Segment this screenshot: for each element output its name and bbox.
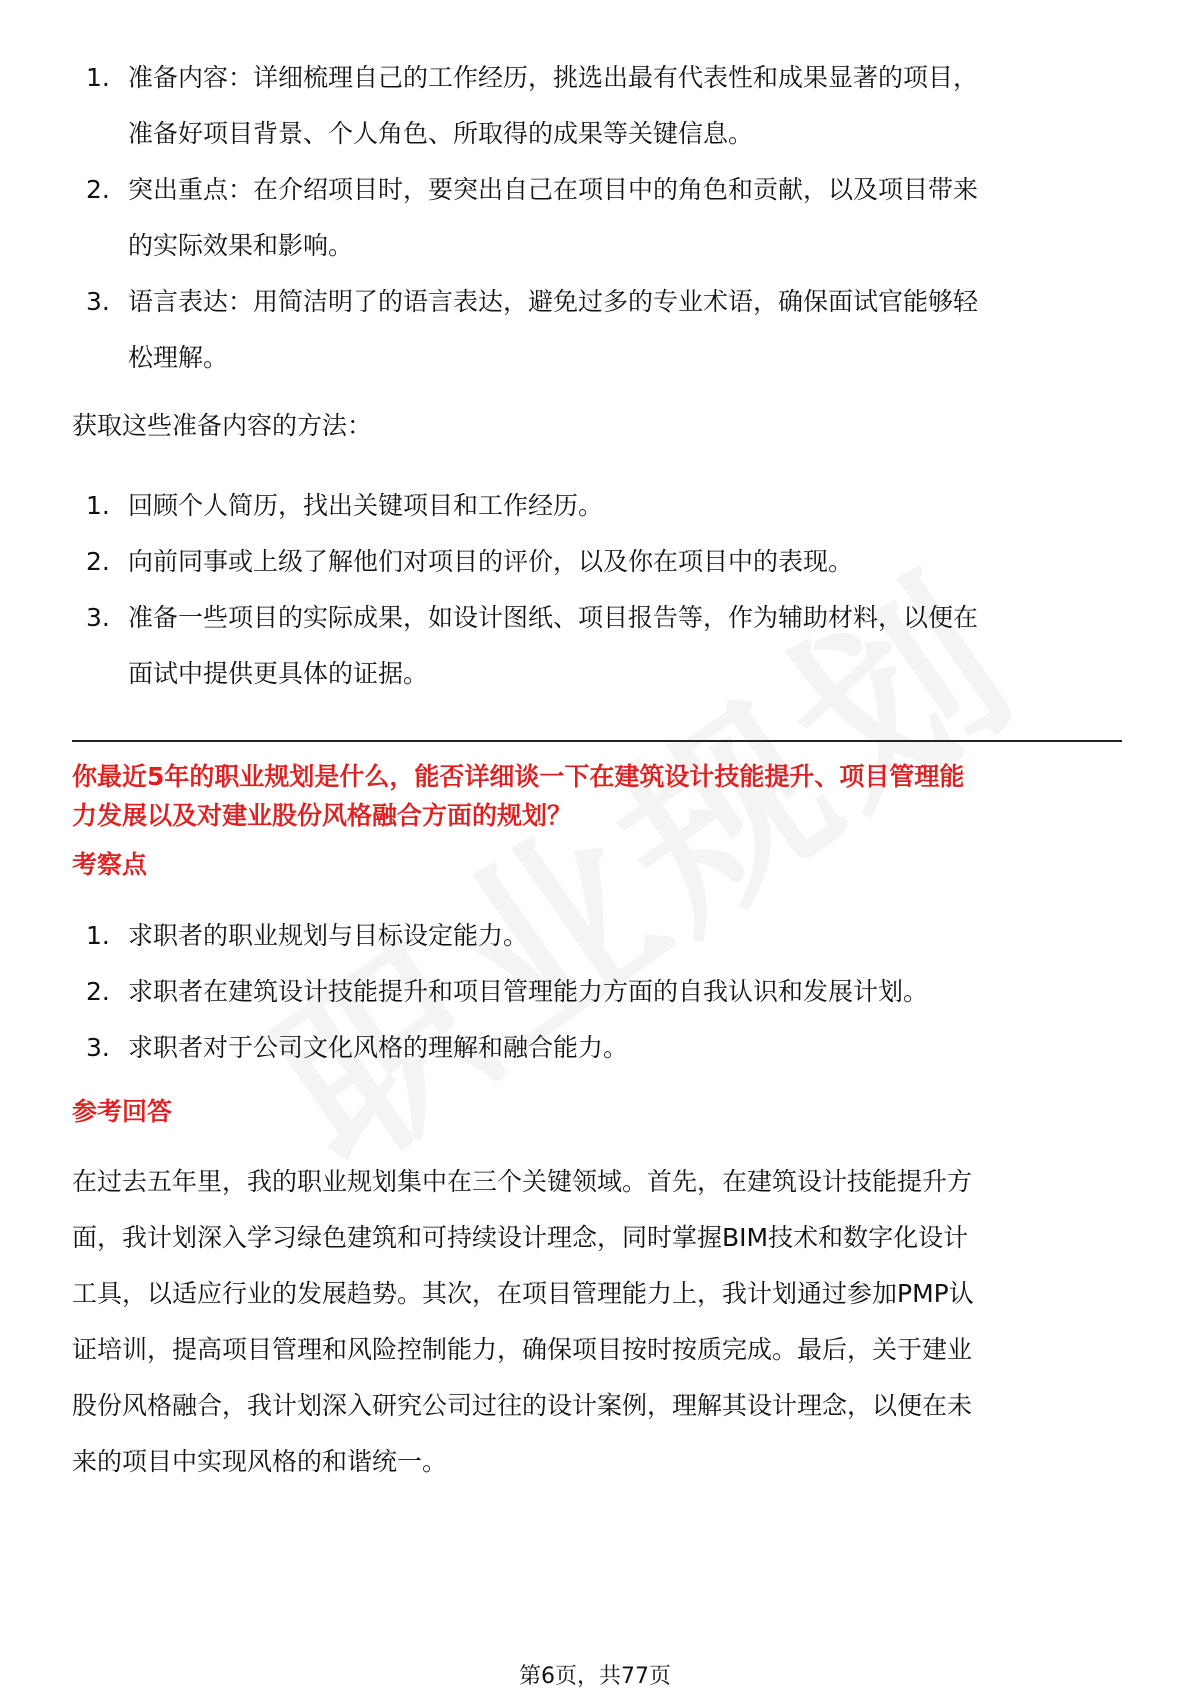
list-number: 1. bbox=[86, 63, 110, 92]
answer-paragraph bbox=[72, 1154, 1122, 1490]
list-item bbox=[72, 274, 1122, 386]
list-item-line: 回顾个人简历，找出关键项目和工作经历。 bbox=[128, 491, 604, 520]
list-item-line: 准备好项目背景、个人角色、所取得的成果等关键信息。 bbox=[128, 119, 754, 148]
list-number: 2. bbox=[86, 547, 110, 576]
question-line: 力发展以及对建业股份风格融合方面的规划？ bbox=[72, 801, 573, 830]
methods-list bbox=[72, 478, 1122, 702]
list-item bbox=[72, 50, 1122, 162]
list-number: 2. bbox=[86, 977, 110, 1006]
answer-line: 面，我计划深入学习绿色建筑和可持续设计理念，同时掌握BIM技术和数字化设计 bbox=[72, 1223, 969, 1252]
list-item-line: 准备一些项目的实际成果，如设计图纸、项目报告等，作为辅助材料，以便在 bbox=[128, 603, 979, 632]
list-item bbox=[72, 964, 1122, 1020]
prep-content-list bbox=[72, 50, 1122, 386]
list-item-line: 求职者的职业规划与目标设定能力。 bbox=[128, 921, 529, 950]
answer-line: 证培训，提高项目管理和风险控制能力，确保项目按时按质完成。最后，关于建业 bbox=[72, 1335, 973, 1364]
list-number: 2. bbox=[86, 175, 110, 204]
list-item bbox=[72, 590, 1122, 702]
page-footer: 第6页，共77页 bbox=[519, 1664, 671, 1689]
focus-list bbox=[72, 908, 1122, 1076]
list-item-line: 的实际效果和影响。 bbox=[128, 231, 354, 260]
list-item-line: 求职者对于公司文化风格的理解和融合能力。 bbox=[128, 1033, 629, 1062]
list-item bbox=[72, 162, 1122, 274]
focus-heading: 考察点 bbox=[72, 850, 148, 879]
list-item bbox=[72, 908, 1122, 964]
list-item bbox=[72, 1020, 1122, 1076]
list-number: 3. bbox=[86, 603, 110, 632]
list-number: 3. bbox=[86, 287, 110, 316]
list-item bbox=[72, 534, 1122, 590]
list-item-line: 面试中提供更具体的证据。 bbox=[128, 659, 429, 688]
list-item-line: 突出重点：在介绍项目时，要突出自己在项目中的角色和贡献，以及项目带来 bbox=[128, 175, 979, 204]
methods-intro: 获取这些准备内容的方法： bbox=[72, 411, 373, 440]
section-divider bbox=[72, 740, 1122, 742]
list-number: 1. bbox=[86, 921, 110, 950]
answer-line: 在过去五年里，我的职业规划集中在三个关键领域。首先，在建筑设计技能提升方 bbox=[72, 1167, 973, 1196]
interview-question bbox=[72, 757, 1122, 835]
list-item bbox=[72, 478, 1122, 534]
list-item-line: 语言表达：用简洁明了的语言表达，避免过多的专业术语，确保面试官能够轻 bbox=[128, 287, 979, 316]
answer-heading: 参考回答 bbox=[72, 1097, 173, 1126]
list-item-line: 求职者在建筑设计技能提升和项目管理能力方面的自我认识和发展计划。 bbox=[128, 977, 929, 1006]
answer-line: 股份风格融合，我计划深入研究公司过往的设计案例，理解其设计理念，以便在未 bbox=[72, 1391, 973, 1420]
answer-line: 工具，以适应行业的发展趋势。其次，在项目管理能力上，我计划通过参加PMP认 bbox=[72, 1279, 974, 1308]
list-item-line: 准备内容：详细梳理自己的工作经历，挑选出最有代表性和成果显著的项目， bbox=[128, 63, 979, 92]
list-number: 3. bbox=[86, 1033, 110, 1062]
list-number: 1. bbox=[86, 491, 110, 520]
list-item-line: 向前同事或上级了解他们对项目的评价，以及你在项目中的表现。 bbox=[128, 547, 854, 576]
question-line: 你最近5年的职业规划是什么，能否详细谈一下在建筑设计技能提升、项目管理能 bbox=[72, 762, 965, 791]
answer-line: 来的项目中实现风格的和谐统一。 bbox=[72, 1447, 448, 1476]
list-item-line: 松理解。 bbox=[128, 343, 229, 372]
